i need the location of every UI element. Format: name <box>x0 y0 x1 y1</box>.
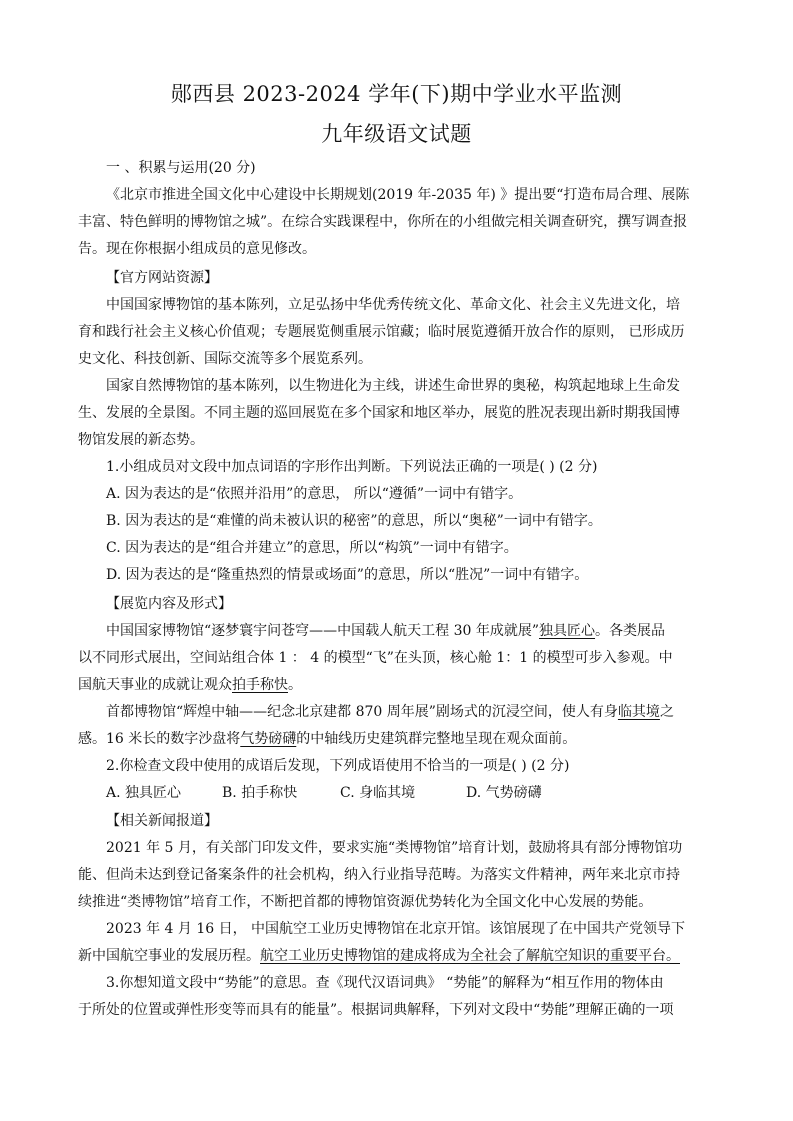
question-1-option-c: C. 因为表达的是“组合并建立”的意思，所以“构筑”一词中有错字。 <box>106 540 518 556</box>
news-p2-text-a: 新中国航空事业的发展历程。 <box>78 948 260 964</box>
underlined-idiom: 气势磅礴 <box>240 731 297 747</box>
intro-line-2: 丰富、特色鲜明的博物馆之城”。在综合实践课程中，你所在的小组做完相关调查研究，撰写调查报 <box>78 214 688 230</box>
heading-exhibit: 【展览内容及形式】 <box>106 596 232 612</box>
official-p2-line-2: 生、发展的全景图。不同主题的巡回展览在多个国家和地区举办，展览的胜况表现出新时期我国博 <box>78 405 680 421</box>
exhibit-p1-text-d: 。 <box>288 677 302 693</box>
exam-title: 郧西县 2023-2024 学年(下)期中学业水平监测 <box>170 82 623 106</box>
question-1-option-a: A. 因为表达的是“依照并沿用”的意思， 所以“遵循”一词中有错字。 <box>106 486 523 502</box>
exhibit-p1-line-3 <box>78 675 302 695</box>
news-p1-line-2: 能、但尚未达到登记备案条件的社会机构，纳入行业指导范畴。为落实文件精神，两年来北京市持 <box>78 867 680 883</box>
heading-news: 【相关新闻报道】 <box>106 813 218 829</box>
exhibit-p2-text-d: 的中轴线历史建筑群完整地呈现在观众面前。 <box>296 731 577 747</box>
question-2-option-d: D. 气势磅礴 <box>466 785 542 801</box>
question-2-option-b: B. 拍手称快 <box>222 785 298 801</box>
official-p2-line-1: 国家自然博物馆的基本陈列，以生物进化为主线，讲述生命世界的奥秘，构筑起地球上生命发 <box>106 378 680 394</box>
exhibit-p1-text-b: 。各类展品 <box>595 623 666 639</box>
official-p1-line-2: 育和践行社会主义核心价值观；专题展览侧重展示馆藏；临时展览遵循开放合作的原则， 已形成历 <box>78 324 685 340</box>
intro-line-1: 《北京市推进全国文化中心建设中长期规划(2019 年-2035 年) 》提出要“打造布局合理、展陈 <box>106 187 690 203</box>
exhibit-p1-text-a: 中国国家博物馆“逐梦寰宇问苍穹——中国载人航天工程 30 年成就展” <box>106 623 540 639</box>
exhibit-p1-line-2: 以不同形式展出，空间站组合体 1 ： 4 的模型“飞”在头顶，核心舱 1：1 的模型可步入参观。中 <box>78 650 673 666</box>
intro-line-3: 告。现在你根据小组成员的意见修改。 <box>78 241 316 257</box>
official-p2-line-3: 物馆发展的新态势。 <box>78 432 204 448</box>
exhibit-p1-text-c: 国航天事业的成就让观众 <box>78 677 232 693</box>
underlined-sentence: 航空工业历史博物馆的建成将成为全社会了解航空知识的重要平台。 <box>260 948 680 964</box>
exhibit-p2-text-a: 首都博物馆“辉煌中轴——纪念北京建都 870 周年展”剧场式的沉浸空间，使人有身 <box>106 704 618 720</box>
question-2-option-a: A. 独具匠心 <box>106 785 182 801</box>
news-p2-line-1: 2023 年 4 月 16 日， 中国航空工业历史博物馆在北京开馆。该馆展现了在中国共产党领导下 <box>106 921 686 937</box>
news-p2-line-2 <box>78 946 680 966</box>
exhibit-p1-line-1 <box>106 621 665 641</box>
question-2-option-c: C. 身临其境 <box>340 785 416 801</box>
question-2-stem: 2.你检查文段中使用的成语后发现，下列成语使用不恰当的一项是( ) (2 分) <box>106 758 570 774</box>
heading-official: 【官方网站资源】 <box>106 270 218 286</box>
underlined-idiom: 拍手称快 <box>232 677 288 693</box>
exhibit-p2-line-2 <box>78 729 576 749</box>
underlined-idiom: 独具匠心 <box>539 623 596 639</box>
exhibit-p2-text-b: 之 <box>659 704 674 720</box>
question-1-option-b: B. 因为表达的是“难懂的尚未被认识的秘密”的意思，所以“奥秘”一词中有错字。 <box>106 513 602 529</box>
official-p1-line-1: 中国国家博物馆的基本陈列，立足弘扬中华优秀传统文化、革命文化、社会主义先进文化，培 <box>106 297 680 313</box>
underlined-idiom: 临其境 <box>617 704 660 720</box>
question-1-stem: 1.小组成员对文段中加点词语的字形作出判断。下列说法正确的一项是( ) (2 分) <box>106 459 598 475</box>
news-p1-line-1: 2021 年 5 月，有关部门印发文件，要求实施“类博物馆”培育计划，鼓励将具有部分博物馆功 <box>106 840 683 856</box>
official-p1-line-3: 史文化、科技创新、国际交流等多个展览系列。 <box>78 351 372 367</box>
exhibit-p2-text-c: 感。16 米长的数字沙盘将 <box>78 731 241 747</box>
question-3-line-2: 于所处的位置或弹性形变等而具有的能量”。根据词典解释，下列对文段中“势能”理解正确的一项 <box>78 1002 674 1018</box>
question-1-option-d: D. 因为表达的是“隆重热烈的情景或场面”的意思，所以“胜况”一词中有错字。 <box>106 567 589 583</box>
section-heading: 一 、积累与运用(20 分) <box>106 160 256 176</box>
exhibit-p2-line-1 <box>106 702 674 722</box>
question-3-line-1: 3.你想知道文段中“势能”的意思。查《现代汉语词典》 “势能”的解释为“相互作用的物体由 <box>106 975 664 991</box>
exam-subtitle: 九年级语文试题 <box>321 122 472 146</box>
news-p1-line-3: 续推进“类博物馆”培育工作，不断把首都的博物馆资源优势转化为全国文化中心发展的势能。 <box>78 894 653 910</box>
